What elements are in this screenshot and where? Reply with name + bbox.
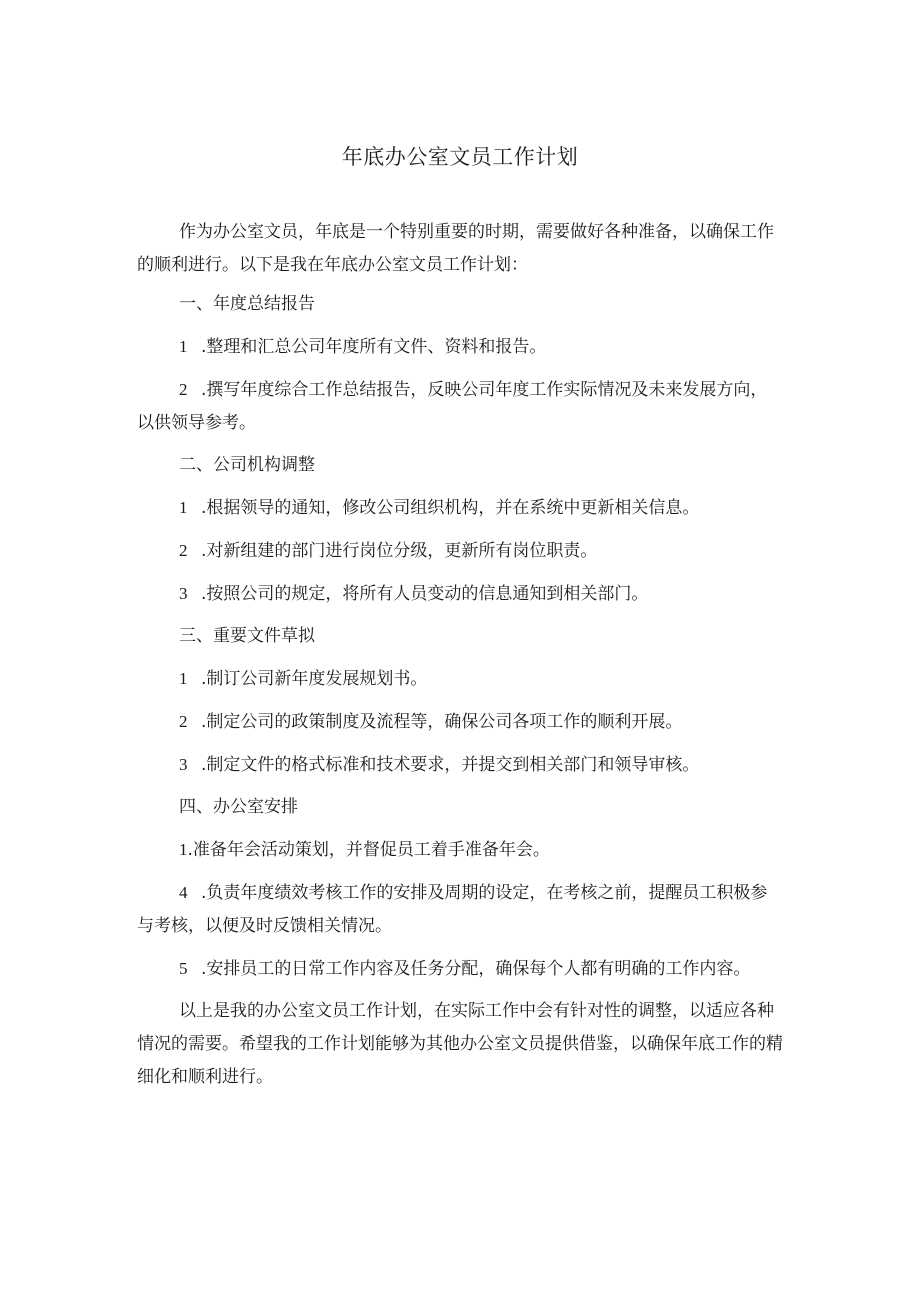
list-item bbox=[137, 876, 783, 943]
item-text: .按照公司的规定，将所有人员变动的信息通知到相关部门。 bbox=[201, 584, 649, 604]
item-text: .负责年度绩效考核工作的安排及周期的设定，在考核之前，提醒员工积极参与考核，以便及时反馈相关情况。 bbox=[137, 883, 768, 936]
item-number: 2 bbox=[179, 380, 188, 399]
conclusion-paragraph: 以上是我的办公室文员工作计划，在实际工作中会有针对性的调整，以适应各种情况的需要。希望我的工作计划能够为其他办公室文员提供借鉴，以确保年底工作的精细化和顺利进行。 bbox=[137, 1001, 783, 1087]
item-number: 2 bbox=[179, 541, 188, 560]
item-number: 4 bbox=[179, 883, 188, 902]
document-body bbox=[137, 216, 783, 1100]
intro-paragraph: 作为办公室文员，年底是一个特别重要的时期，需要做好各种准备，以确保工作的顺利进行。以下是我在年底办公室文员工作计划： bbox=[137, 222, 774, 275]
list-item bbox=[137, 705, 783, 739]
list-item bbox=[137, 833, 783, 867]
item-number: 3 bbox=[179, 755, 188, 774]
item-number: 3 bbox=[179, 584, 188, 603]
item-text: .准备年会活动策划，并督促员工着手准备年会。 bbox=[187, 840, 550, 860]
item-text: .撰写年度综合工作总结报告，反映公司年度工作实际情况及未来发展方向，以供领导参考。 bbox=[137, 380, 768, 433]
list-item bbox=[137, 491, 783, 525]
list-item bbox=[137, 662, 783, 696]
item-number: 1 bbox=[179, 669, 188, 688]
item-text: .制定文件的格式标准和技术要求，并提交到相关部门和领导审核。 bbox=[201, 755, 700, 775]
list-item bbox=[137, 373, 783, 440]
list-item bbox=[137, 330, 783, 364]
item-text: .整理和汇总公司年度所有文件、资料和报告。 bbox=[201, 337, 547, 357]
list-item bbox=[137, 534, 783, 568]
item-number: 1 bbox=[179, 337, 188, 356]
item-text: .安排员工的日常工作内容及任务分配，确保每个人都有明确的工作内容。 bbox=[201, 959, 751, 979]
item-number: 5 bbox=[179, 959, 188, 978]
document-title: 年底办公室文员工作计划 bbox=[341, 145, 579, 169]
item-text: .对新组建的部门进行岗位分级，更新所有岗位职责。 bbox=[201, 541, 598, 561]
section-heading-3: 三、重要文件草拟 bbox=[179, 626, 315, 646]
item-number: 1 bbox=[179, 498, 188, 517]
list-item bbox=[137, 577, 783, 611]
section-heading-1: 一、年度总结报告 bbox=[179, 294, 315, 314]
list-item bbox=[137, 952, 783, 986]
item-number: 2 bbox=[179, 712, 188, 731]
item-number: 1 bbox=[179, 840, 188, 859]
item-text: .根据领导的通知，修改公司组织机构，并在系统中更新相关信息。 bbox=[201, 498, 700, 518]
section-heading-2: 二、公司机构调整 bbox=[179, 455, 315, 475]
section-heading-4: 四、办公室安排 bbox=[179, 797, 298, 817]
item-text: .制定公司的政策制度及流程等，确保公司各项工作的顺利开展。 bbox=[201, 712, 683, 732]
item-text: .制订公司新年度发展规划书。 bbox=[201, 669, 428, 689]
list-item bbox=[137, 748, 783, 782]
